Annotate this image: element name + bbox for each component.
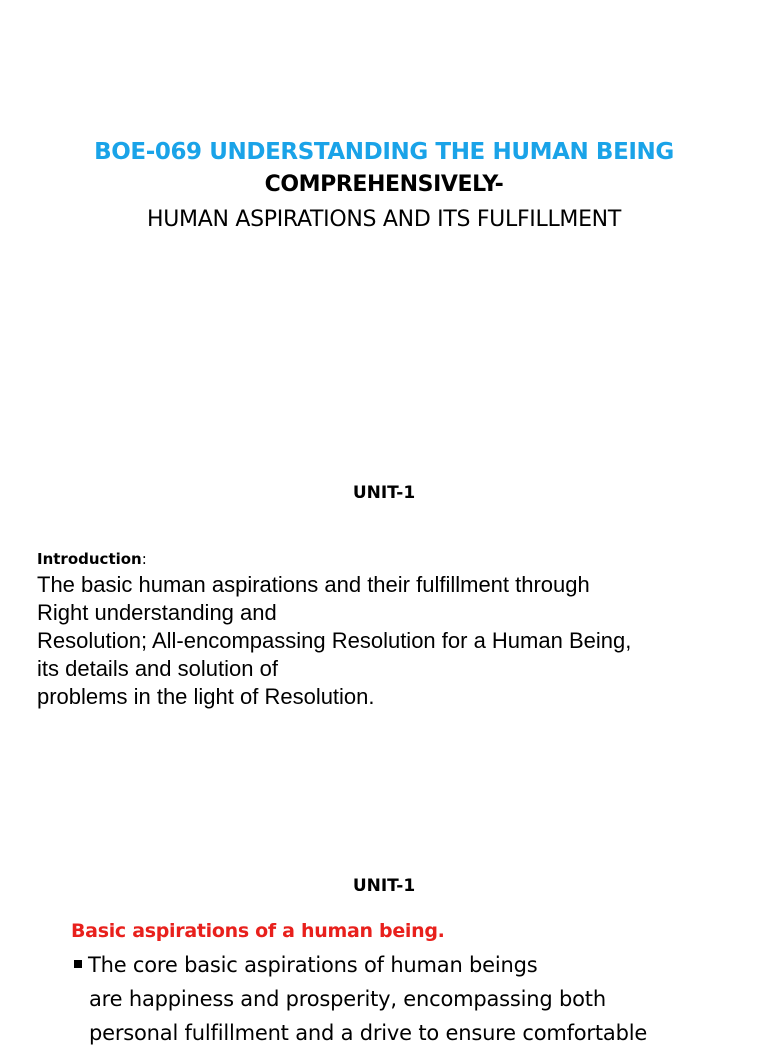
- introduction-label: [37, 549, 147, 569]
- bullet-text: personal fulfillment and a drive to ensure comfortable: [89, 1021, 648, 1045]
- introduction-line: its details and solution of: [37, 656, 278, 681]
- aspirations-bullet: [74, 948, 754, 1050]
- title-block: [0, 136, 768, 238]
- introduction-line: Right understanding and: [37, 600, 277, 625]
- bullet-line: [74, 982, 754, 1016]
- bullet-text: The core basic aspirations of human beings: [88, 953, 538, 977]
- introduction-line: Resolution; All-encompassing Resolution for a Human Being,: [37, 628, 632, 653]
- unit-heading-second: UNIT-1: [352, 876, 416, 896]
- bullet-line: [74, 948, 754, 982]
- bullet-line: [74, 1016, 754, 1050]
- introduction-line: The basic human aspirations and their fulfillment through: [37, 572, 590, 597]
- unit-heading-first: UNIT-1: [352, 483, 416, 503]
- aspirations-heading: Basic aspirations of a human being.: [71, 920, 445, 942]
- introduction-line: problems in the light of Resolution.: [37, 684, 375, 709]
- course-subtitle: HUMAN ASPIRATIONS AND ITS FULFILLMENT: [147, 207, 621, 232]
- introduction-colon: :: [141, 550, 147, 568]
- course-title: BOE-069 UNDERSTANDING THE HUMAN BEING: [94, 139, 674, 165]
- introduction-body: [37, 571, 757, 711]
- course-title-continued: COMPREHENSIVELY-: [264, 172, 504, 197]
- bullet-text: are happiness and prosperity, encompassing both: [89, 987, 606, 1011]
- introduction-label-text: Introduction: [37, 550, 142, 568]
- square-bullet-icon: [74, 960, 82, 968]
